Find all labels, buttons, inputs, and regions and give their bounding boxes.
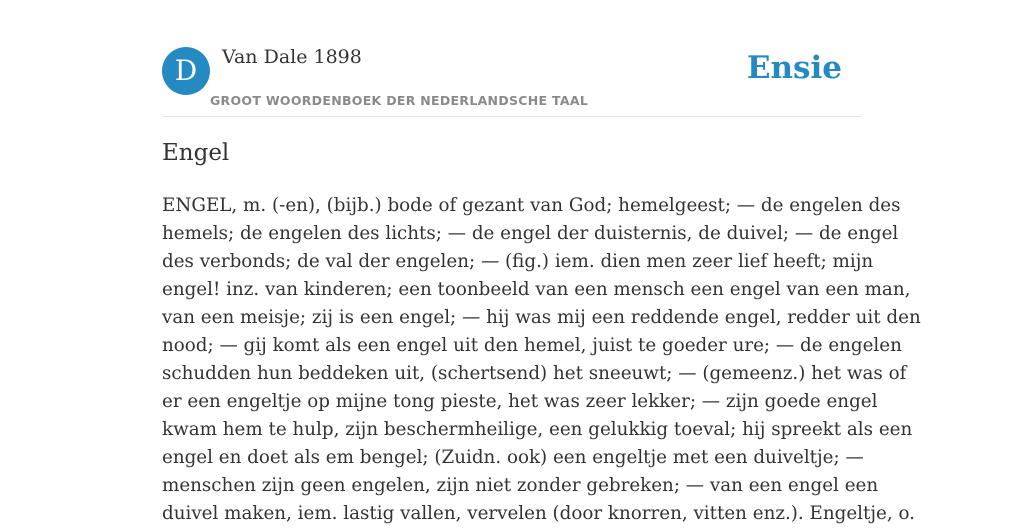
definition-line: menschen zijn geen engelen, zijn niet zonder gebreken; — van een engel een [162,475,879,496]
definition-line: van een meisje; zij is een engel; — hij was mij een reddende engel, redder uit den [162,307,921,328]
definition-line: er een engeltje op mijne tong pieste, het was zeer lekker; — zijn goede engel [162,391,878,412]
dictionary-subtitle: GROOT WOORDENBOEK DER NEDERLANDSCHE TAAL [210,93,589,108]
ensie-brand-link[interactable]: Ensie [746,50,842,86]
definition-line: schudden hun beddeken uit, (schertsend) het sneeuwt; — (gemeenz.) het was of [162,363,907,384]
definition-line: kwam hem te hulp, zijn beschermheilige, een gelukkig toeval; hij spreekt als een [162,419,913,440]
definition-line: engel en doet als em bengel; (Zuidn. ook) een engeltje met een duiveltje; — [162,447,864,468]
dictionary-title[interactable]: Van Dale 1898 [222,46,362,68]
dictionary-logo-icon[interactable]: D [162,47,210,95]
definition-line: duivel maken, iem. lastig vallen, vervelen (door knorren, vitten enz.). Engeltje, o. [162,503,915,524]
entry-headword: Engel [162,140,230,166]
site-header [162,46,862,117]
entry-definition [162,192,921,528]
definition-line: hemels; de engelen des lichts; — de engel der duisternis, de duivel; — de engel [162,223,899,244]
definition-line: nood; — gij komt als een engel uit den hemel, juist te goeder ure; — de engelen [162,335,902,356]
definition-line: engel! inz. van kinderen; een toonbeeld van een mensch een engel van een man, [162,279,911,300]
definition-line: des verbonds; de val der engelen; — (fig.) iem. dien men zeer lief heeft; mijn [162,251,874,272]
definition-line: ENGEL, m. (-en), (bijb.) bode of gezant van God; hemelgeest; — de engelen des [162,195,901,216]
